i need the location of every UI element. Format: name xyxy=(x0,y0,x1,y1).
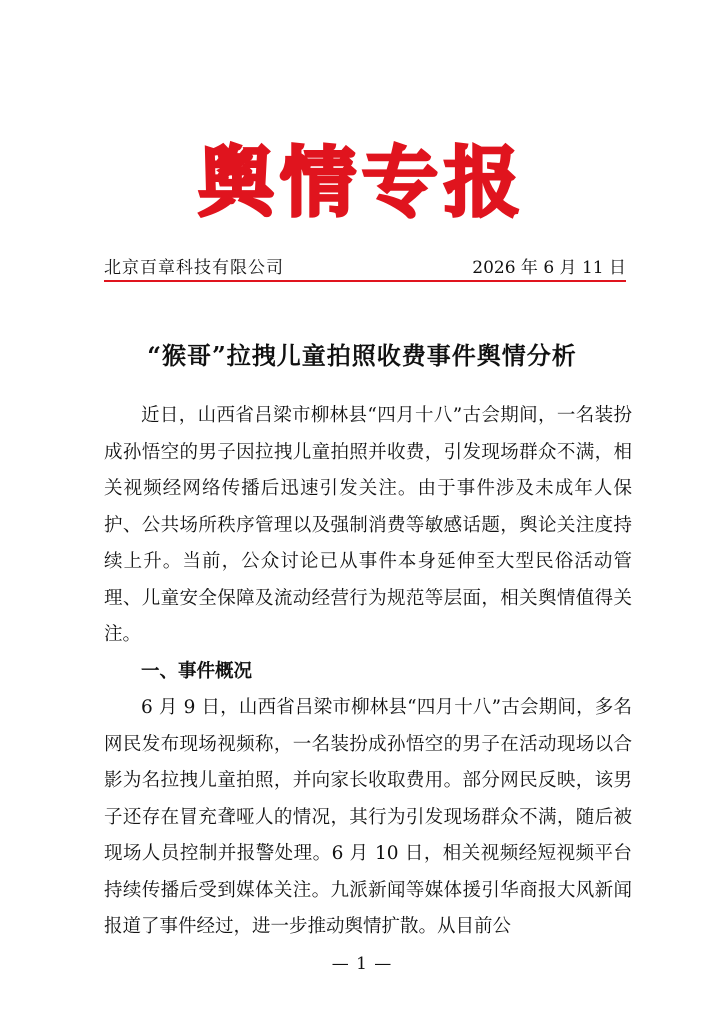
event-overview-paragraph: 6 月 9 日，山西省吕梁市柳林县“四月十八”古会期间，多名网民发布现场视频称，一名装扮成孙悟空的男子在活动现场以合影为名拉拽儿童拍照，并向家长收取费用。部分网民反映，该男子还存在冒充聋哑人的情况，其行为引发现场群众不满，随后被现场人员控制并报警处理。6 月 10 日，相关视频经短视频平台持续传播后受到媒体关注。九派新闻等媒体援引华商报大风新闻报道了事件经过，进一步推动舆情扩散。从目前公 xyxy=(104,697,632,937)
issue-date: 2026 年 6 月 11 日 xyxy=(472,258,626,278)
intro-paragraph: 近日，山西省吕梁市柳林县“四月十八”古会期间，一名装扮成孙悟空的男子因拉拽儿童拍照并收费，引发现场群众不满，相关视频经网络传播后迅速引发关注。由于事件涉及未成年人保护、公共场所秩序管理以及强制消费等敏感话题，舆论关注度持续上升。当前，公众讨论已从事件本身延伸至大型民俗活动管理、儿童安全保障及流动经营行为规范等层面，相关舆情值得关注。 xyxy=(104,405,632,645)
page-number: — 1 — xyxy=(331,954,393,974)
document-body xyxy=(104,398,632,946)
red-divider-line xyxy=(104,280,626,282)
masthead-title: 舆情专报 xyxy=(198,138,526,227)
document-header xyxy=(104,255,626,281)
document-title: “猴哥”拉拽儿童拍照收费事件舆情分析 xyxy=(147,341,577,370)
issuing-organization: 北京百章科技有限公司 xyxy=(104,258,284,278)
section-heading-event-overview: 一、事件概况 xyxy=(141,660,253,682)
